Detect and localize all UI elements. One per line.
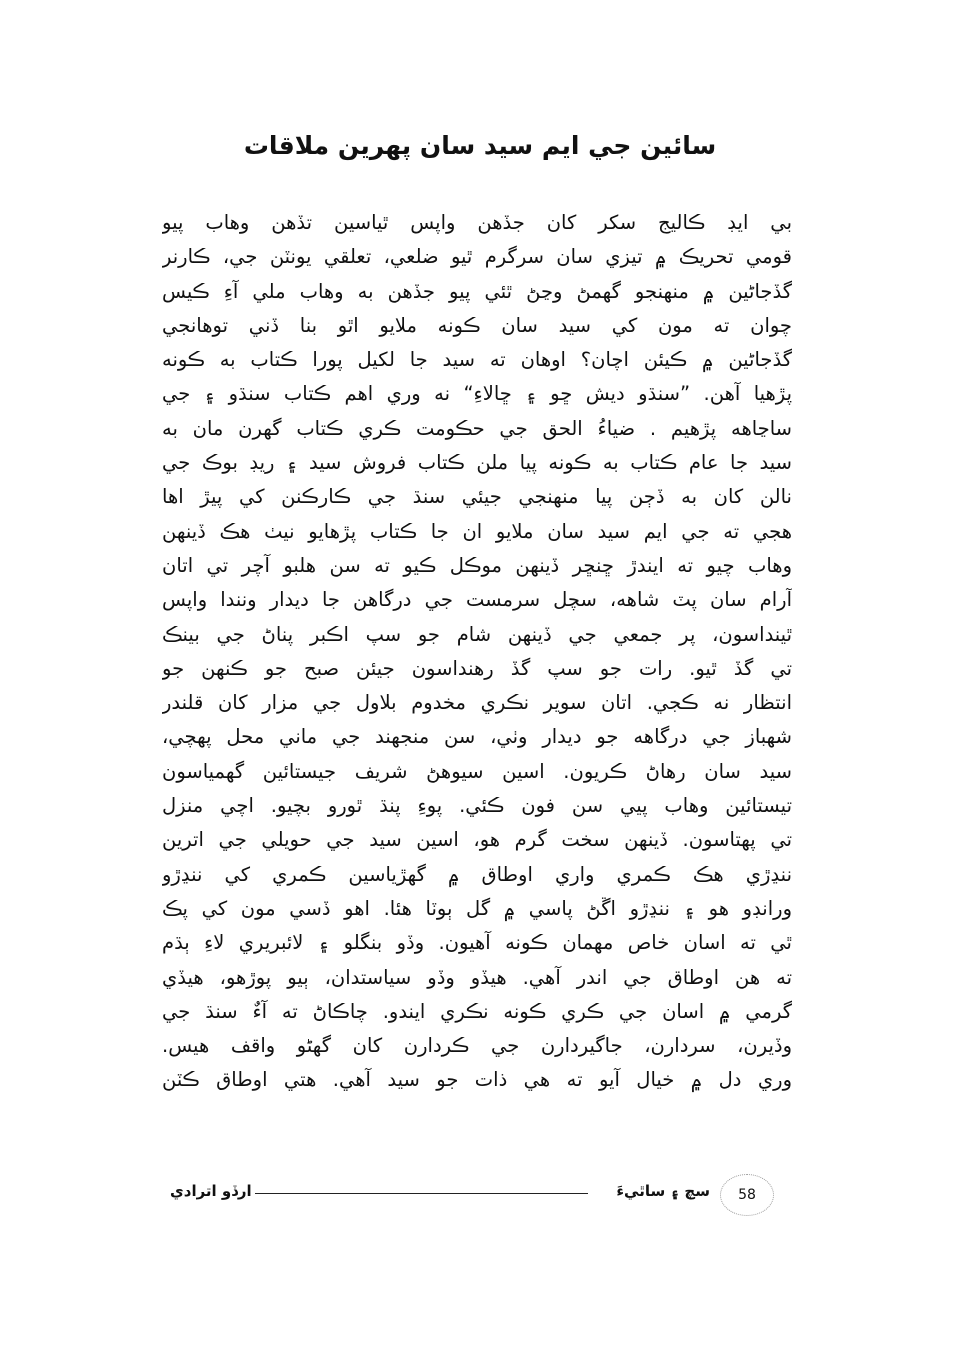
- text-line: وهاب چيو ته ايندڙ ڇنڇر ڏينهن موڪل ڪيو ته سن هلبو آچر تي اتان: [162, 553, 792, 577]
- text-line: ٿينداسون، پر جمعي جي ڏينهن شام جو سپ اڪبر پناڻ جي بينڪ: [162, 622, 792, 646]
- text-line: پڙهيا آهن. ”سنڌو ديش ڇو ۽ ڇالاءِ“ نه وري اهم ڪتاب سنڌو ۽ جي: [162, 382, 792, 406]
- text-line: نالن کان به ڏڄن پيا منهنجي جيئي سنڌ جي ڪارڪنن کي پيڙ اها: [162, 485, 792, 509]
- text-line: چوان ته مون کي سيد سان ڪونه ملايو اٿو بنا ڏني توهانجي: [162, 313, 792, 337]
- footer-divider: [255, 1193, 588, 1194]
- text-line: انتظار نه ڪجي. اتان سوير نڪري مخدوم بلاول جي مزار کان قلندر: [162, 691, 792, 715]
- footer-section-label: ارڏو اترادي: [170, 1182, 252, 1200]
- text-line: تي گڏ ٿيو. رات جو سپ گڏ رهنداسون جيئن صبح جو ڪنهن جو: [162, 656, 792, 680]
- text-line: سيد سان رهاڻ ڪريون. اسين سيوهڻ شريف جيستائين گهمياسون: [162, 759, 792, 783]
- chapter-title: سائين جي ايم سيد سان پهرين ملاقات: [243, 131, 717, 160]
- text-line: قومي تحريڪ ۾ تيزي سان سرگرم ٿيو ضلعي، تعلقي يونٽن جي، ڪارنر: [162, 245, 792, 269]
- text-line: ورانڊو هو ۽ ننڍڙو اڱڻ پاسي ۾ گل ٻوٽا هئا. اهو ڏسي مون کي پڪ: [162, 896, 792, 920]
- page-footer: [160, 1172, 800, 1222]
- text-line: هجي ته جي ايم سيد سان ملايو ان جا ڪتاب پڙهايو نيٺ هڪ ڏينهن: [162, 519, 792, 543]
- text-line: وڏيرن، سردارن، جاگيردارن جي ڪردارن کان گهڻو واقف هيس.: [162, 1034, 792, 1058]
- text-line: آرام سان پٽ شاهه، سچل سرمست جي درگاهن جا ديدار ونندا واپس: [162, 588, 792, 612]
- text-line: بي ايڊ ڪاليج سکر کان جڏهن واپس ٿياسين تڏهن وهاب پيو: [162, 211, 792, 234]
- text-line: تيستائين وهاب پيي سن فون ڪئي. پوءِ پنڌ ٿورو بچيو. اچي منزل: [162, 794, 792, 818]
- text-line: ساڃاهه پڙهيم . ضياءُ الحق جي حڪومت ڪري ڪتاب گهرن مان به: [162, 416, 792, 440]
- footer-book-title: سچ ۽ ساٿيءَ: [616, 1182, 710, 1200]
- text-line: شهباز جي درگاهه جو ديدار وٺي، سن منجهند جي ماني محل پهچي،: [162, 725, 792, 749]
- text-line: ننڍڙي هڪ ڪمري واري اوطاق ۾ گهڙياسين ڪمري کي ننڍڙو: [162, 862, 792, 886]
- chapter-body: [162, 206, 792, 1098]
- text-line: وري دل ۾ خيال آيو ته هي ذات جو سيد آهي. هتي اوطاق ڪٽن: [162, 1068, 792, 1092]
- text-line: سيد جا عام ڪتاب به ڪونه پيا ملن ڪتاب فروش سيد ۽ ريڊ بوڪ جي: [162, 451, 792, 475]
- text-line: گڏجاڻين ۾ ڪيئن اچان؟ اوهان ته سيد جا لکيل پورا ڪتاب به ڪونه: [162, 348, 792, 372]
- text-line: گرمي ۾ اسان جي ڪري ڪونه نڪري ايندو. چاڪاڻ ته آءٌ سنڌ جي: [162, 999, 792, 1023]
- text-line: ته هن اوطاق جي اندر آهي. هيڏو وڏو سياستدان، ٻيو پوڙهو، هيڏي: [162, 965, 792, 989]
- text-line: گڏجاڻين ۾ منهنجو گهمڻ وڃڻ ٿئي پيو جڏهن به وهاب ملي آءِ ڪيس: [162, 279, 792, 303]
- text-line: تي پهتاسون. ڏينهن سخت گرم هو، اسين سيد جي حويلي جي اترين: [162, 828, 792, 852]
- text-line: ٿي ته اسان خاص مهمان ڪونه آهيون. وڏو بنگلو ۽ لائبريري لاءِ ٻڌم: [162, 931, 792, 955]
- page-number: 58: [720, 1174, 774, 1216]
